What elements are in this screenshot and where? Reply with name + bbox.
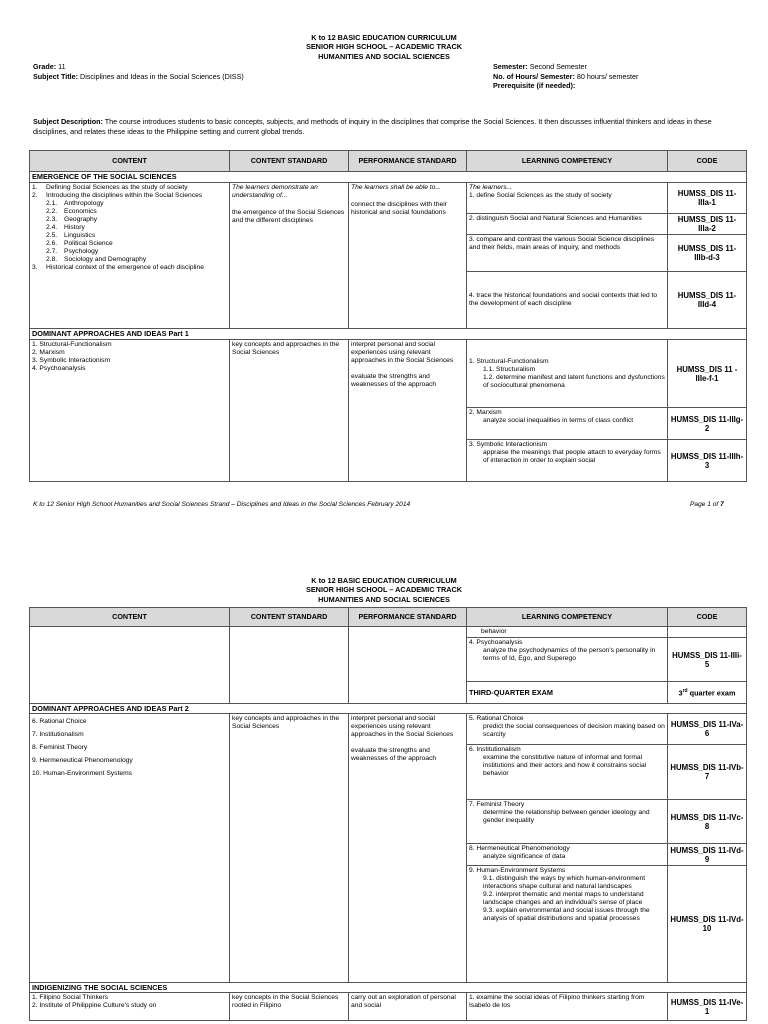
list-item: 1. Filipino Social Thinkers	[32, 994, 109, 1001]
list-item: Geography	[64, 216, 98, 223]
list-number: 2.8.	[46, 256, 58, 263]
competency-title: 1. Structural-Functionalism	[469, 357, 549, 365]
competency-title: 5. Rational Choice	[469, 715, 524, 722]
competency-sub: 9.1. distinguish the ways by which human-environment interactions shape cultural and natural landscapes	[483, 875, 646, 890]
section-title: EMERGENCE OF THE SOCIAL SCIENCES	[30, 172, 747, 183]
list-number: 2.3.	[46, 216, 58, 223]
content-cell	[30, 183, 230, 329]
hours-label: No. of Hours/ Semester:	[493, 71, 575, 81]
content-standard-cell: key concepts in the Social Sciences rooted in Filipino	[230, 993, 349, 1021]
list-item: Defining Social Sciences as the study of society	[46, 184, 188, 191]
content-cell	[30, 993, 230, 1021]
code-cell: HUMSS_DIS 11- IIIb-d-3	[668, 235, 747, 272]
competency-text: determine the relationship between gender ideology and gender inequality	[483, 809, 650, 824]
ps-text: evaluate the strengths and weaknesses of the approach	[351, 373, 437, 388]
content-standard-cell	[230, 183, 349, 329]
exam-cell: THIRD-QUARTER EXAM	[467, 682, 668, 704]
competency-cell: 4. trace the historical foundations and social contexts that led to the development of each discipline	[467, 272, 668, 329]
performance-standard-cell	[349, 183, 467, 329]
content-cell	[30, 340, 230, 482]
competency-title: 6. Institutionalism	[469, 746, 521, 753]
code-cell: HUMSS_DIS 11-IIIh-3	[668, 440, 747, 482]
list-number: 2.	[32, 192, 38, 199]
col-content: CONTENT	[30, 608, 230, 627]
list-number: 2.5.	[46, 232, 58, 239]
meta-left	[33, 62, 244, 81]
section-title: DOMINANT APPROACHES AND IDEAS Part 1	[30, 329, 747, 340]
semester-value: Second Semester	[529, 62, 587, 71]
competency-cell	[467, 800, 668, 844]
list-item: 4. Psychoanalysis	[32, 365, 86, 372]
competency-cell	[467, 745, 668, 800]
col-content: CONTENT	[30, 151, 230, 172]
header-line-1: K to 12 BASIC EDUCATION CURRICULUM	[311, 33, 457, 42]
ps-text: interpret personal and social experiences using relevant approaches in the Social Sciences	[351, 341, 454, 364]
competency-text: examine the constitutive nature of informal and formal institutions and their actors and how it constrains social behavior	[483, 754, 647, 777]
list-item: Sociology and Demography	[64, 256, 147, 263]
subject-label: Subject Title:	[33, 71, 78, 81]
competency-cell	[467, 638, 668, 682]
list-item: 9. Hermeneutical Phenomenology	[32, 757, 133, 764]
page-2	[0, 560, 768, 1024]
curriculum-table-page-1	[29, 150, 747, 482]
content-cell	[30, 714, 230, 983]
list-number: 2.1.	[46, 200, 58, 207]
code-cell: HUMSS_DIS 11-IVe-1	[668, 993, 747, 1021]
performance-standard-cell	[349, 714, 467, 983]
code-cell: HUMSS_DIS 11- IIIa-2	[668, 214, 747, 235]
lc-intro: The learners...	[469, 184, 513, 191]
exam-code-cell	[668, 682, 747, 704]
competency-text: 1. define Social Sciences as the study of society	[469, 192, 612, 199]
competency-title: 4. Psychoanalysis	[469, 639, 523, 646]
header-line-2: SENIOR HIGH SCHOOL – ACADEMIC TRACK	[305, 42, 463, 52]
competency-title: 7. Feminist Theory	[469, 801, 525, 808]
header-line-2: SENIOR HIGH SCHOOL – ACADEMIC TRACK	[305, 585, 463, 595]
ps-text: evaluate the strengths and weaknesses of the approach	[351, 747, 437, 762]
competency-cell	[467, 408, 668, 440]
col-content-standard: CONTENT STANDARD	[230, 151, 349, 172]
list-number: 3.	[32, 264, 38, 271]
code-cell: HUMSS_DIS 11-IVb-7	[668, 745, 747, 800]
competency-sub: 1.1. Structuralism	[483, 365, 536, 373]
list-item: History	[64, 224, 85, 231]
footer-right	[690, 501, 724, 508]
description-text: The course introduces students to basic concepts, subjects, and methods of inquiry in the disciplines that comprise the Social Sciences. It then discusses influential thinkers and ideas in these disciplines, and relates these ideas to the Philippine setting and current global trends.	[33, 117, 712, 136]
list-item: 2. Institute of Philippine Culture's study on	[32, 1002, 157, 1009]
subject-description	[33, 117, 733, 136]
competency-text: appraise the meanings that people attach to everyday forms of interaction in order to explain social	[483, 449, 661, 464]
competency-text: analyze social inequalities in terms of class conflict	[483, 417, 634, 424]
list-item: 7. Institutionalism	[32, 731, 84, 738]
competency-cell	[467, 866, 668, 983]
list-number: 2.7.	[46, 248, 58, 255]
code-cell: HUMSS_DIS 11- IIIa-1	[668, 183, 747, 214]
competency-cell: 3. compare and contrast the various Social Science disciplines and their fields, main areas of inquiry, and methods	[467, 235, 668, 272]
competency-sub: 1.2. determine manifest and latent functions and dysfunctions of sociocultural phenomena	[483, 373, 665, 389]
competency-sub: 9.2. interpret thematic and mental maps to understand landscape changes and an individual's sense of place	[483, 891, 644, 906]
competency-title: 2. Marxism	[469, 409, 502, 416]
description-label: Subject Description:	[33, 117, 103, 126]
list-item: Historical context of the emergence of each discipline	[46, 264, 204, 271]
code-cell: HUMSS_DIS 11-IIIg-2	[668, 408, 747, 440]
performance-standard-cell	[349, 340, 467, 482]
list-number: 2.2.	[46, 208, 58, 215]
code-cell: HUMSS_DIS 11-IVa-6	[668, 714, 747, 745]
performance-standard-cell: carry out an exploration of personal and social	[349, 993, 467, 1021]
cs-intro: The learners demonstrate an understanding of...	[232, 184, 318, 199]
page-total: 7	[720, 501, 724, 508]
competency-text: analyze significance of data	[483, 853, 566, 860]
competency-cell: behavior	[467, 627, 668, 638]
list-number: 1.	[32, 184, 38, 191]
competency-text: analyze the psychodynamics of the person's personality in terms of Id, Ego, and Superego	[483, 647, 656, 662]
list-item: Linguistics	[64, 232, 96, 239]
list-item: 6. Rational Choice	[32, 718, 87, 725]
header-line-1: K to 12 BASIC EDUCATION CURRICULUM	[311, 576, 457, 585]
doc-header	[0, 576, 768, 604]
section-title: DOMINANT APPROACHES AND IDEAS Part 2	[30, 704, 747, 714]
col-content-standard: CONTENT STANDARD	[230, 608, 349, 627]
code-cell: HUMSS_DIS 11- IIId-4	[668, 272, 747, 329]
col-learning-competency: LEARNING COMPETENCY	[467, 608, 668, 627]
content-cell	[30, 627, 230, 704]
code-cell: HUMSS_DIS 11-IIIi-5	[668, 638, 747, 682]
competency-cell: 1. examine the social ideas of Filipino thinkers starting from Isabelo de los	[467, 993, 668, 1021]
ps-text: interpret personal and social experiences using relevant approaches in the Social Sciences	[351, 715, 454, 738]
content-standard-cell: key concepts and approaches in the Social Sciences	[230, 340, 349, 482]
performance-standard-cell	[349, 627, 467, 704]
col-code: CODE	[668, 608, 747, 627]
competency-cell: 2. distinguish Social and Natural Sciences and Humanities	[467, 214, 668, 235]
grade-label: Grade:	[33, 62, 57, 71]
code-cell: HUMSS_DIS 11-IVd-9	[668, 844, 747, 866]
competency-title: 9. Human-Environment Systems	[469, 867, 566, 874]
exam-code-num: 3	[678, 688, 683, 698]
subject-value: Disciplines and Ideas in the Social Sciences (DISS)	[80, 71, 244, 81]
competency-cell	[467, 714, 668, 745]
list-item: 2. Marxism	[32, 349, 65, 356]
footer-left: K to 12 Senior High School Humanities and Social Sciences Strand – Disciplines and Ideas in the Social Sciences February 2014	[33, 501, 411, 508]
content-standard-cell	[230, 627, 349, 704]
code-cell: HUMSS_DIS 11-IVc-8	[668, 800, 747, 844]
competency-text: predict the social consequences of decision making based on scarcity	[483, 723, 665, 738]
col-performance-standard: PERFORMANCE STANDARD	[349, 151, 467, 172]
col-performance-standard: PERFORMANCE STANDARD	[349, 608, 467, 627]
competency-title: 3. Symbolic Interactionism	[469, 441, 548, 448]
header-line-3: HUMANITIES AND SOCIAL SCIENCES	[318, 594, 450, 604]
list-item: 10. Human-Environment Systems	[32, 770, 132, 777]
doc-header	[0, 33, 768, 61]
section-title: INDIGENIZING THE SOCIAL SCIENCES	[30, 983, 747, 993]
list-item: 1. Structural-Functionalism	[32, 341, 112, 348]
list-number: 2.4.	[46, 224, 58, 231]
page-number-prefix: Page 1 of	[690, 501, 721, 508]
competency-title: 8. Hermeneutical Phenomenology	[469, 845, 570, 852]
code-cell: HUMSS_DIS 11 -IIIe-f-1	[668, 340, 747, 408]
list-item: Psychology	[64, 248, 99, 255]
competency-sub: 9.3. explain environmental and social issues through the analysis of spatial distributions and spatial processes	[483, 907, 650, 922]
list-item: Economics	[64, 208, 97, 215]
competency-cell	[467, 340, 668, 408]
competency-cell	[467, 183, 668, 214]
code-cell	[668, 627, 747, 638]
col-code: CODE	[668, 151, 747, 172]
ps-intro: The learners shall be able to...	[351, 184, 441, 191]
competency-cell	[467, 844, 668, 866]
list-item: 8. Feminist Theory	[32, 744, 88, 751]
list-item: Political Science	[64, 240, 113, 247]
grade-value: 11	[58, 62, 66, 71]
content-standard-cell: key concepts and approaches in the Social Sciences	[230, 714, 349, 983]
prereq-label: Prerequisite (if needed):	[493, 81, 576, 90]
competency-cell	[467, 440, 668, 482]
semester-label: Semester:	[493, 62, 528, 71]
col-learning-competency: LEARNING COMPETENCY	[467, 151, 668, 172]
exam-code-rest: quarter exam	[689, 688, 736, 698]
list-item: Anthropology	[64, 200, 104, 207]
list-item: 3. Symbolic Interactionism	[32, 357, 111, 364]
list-number: 2.6.	[46, 240, 58, 247]
list-item: Introducing the disciplines within the Social Sciences	[46, 192, 203, 199]
hours-value: 80 hours/ semester	[576, 71, 639, 81]
ps-text: connect the disciplines with their historical and social foundations	[351, 201, 447, 216]
meta-right	[493, 62, 638, 91]
header-line-3: HUMANITIES AND SOCIAL SCIENCES	[318, 51, 450, 61]
exam-code-sup: rd	[682, 688, 688, 695]
cs-text: the emergence of the Social Sciences and the different disciplines	[232, 209, 345, 224]
curriculum-table-page-2	[29, 607, 747, 1021]
code-cell: HUMSS_DIS 11-IVd-10	[668, 866, 747, 983]
